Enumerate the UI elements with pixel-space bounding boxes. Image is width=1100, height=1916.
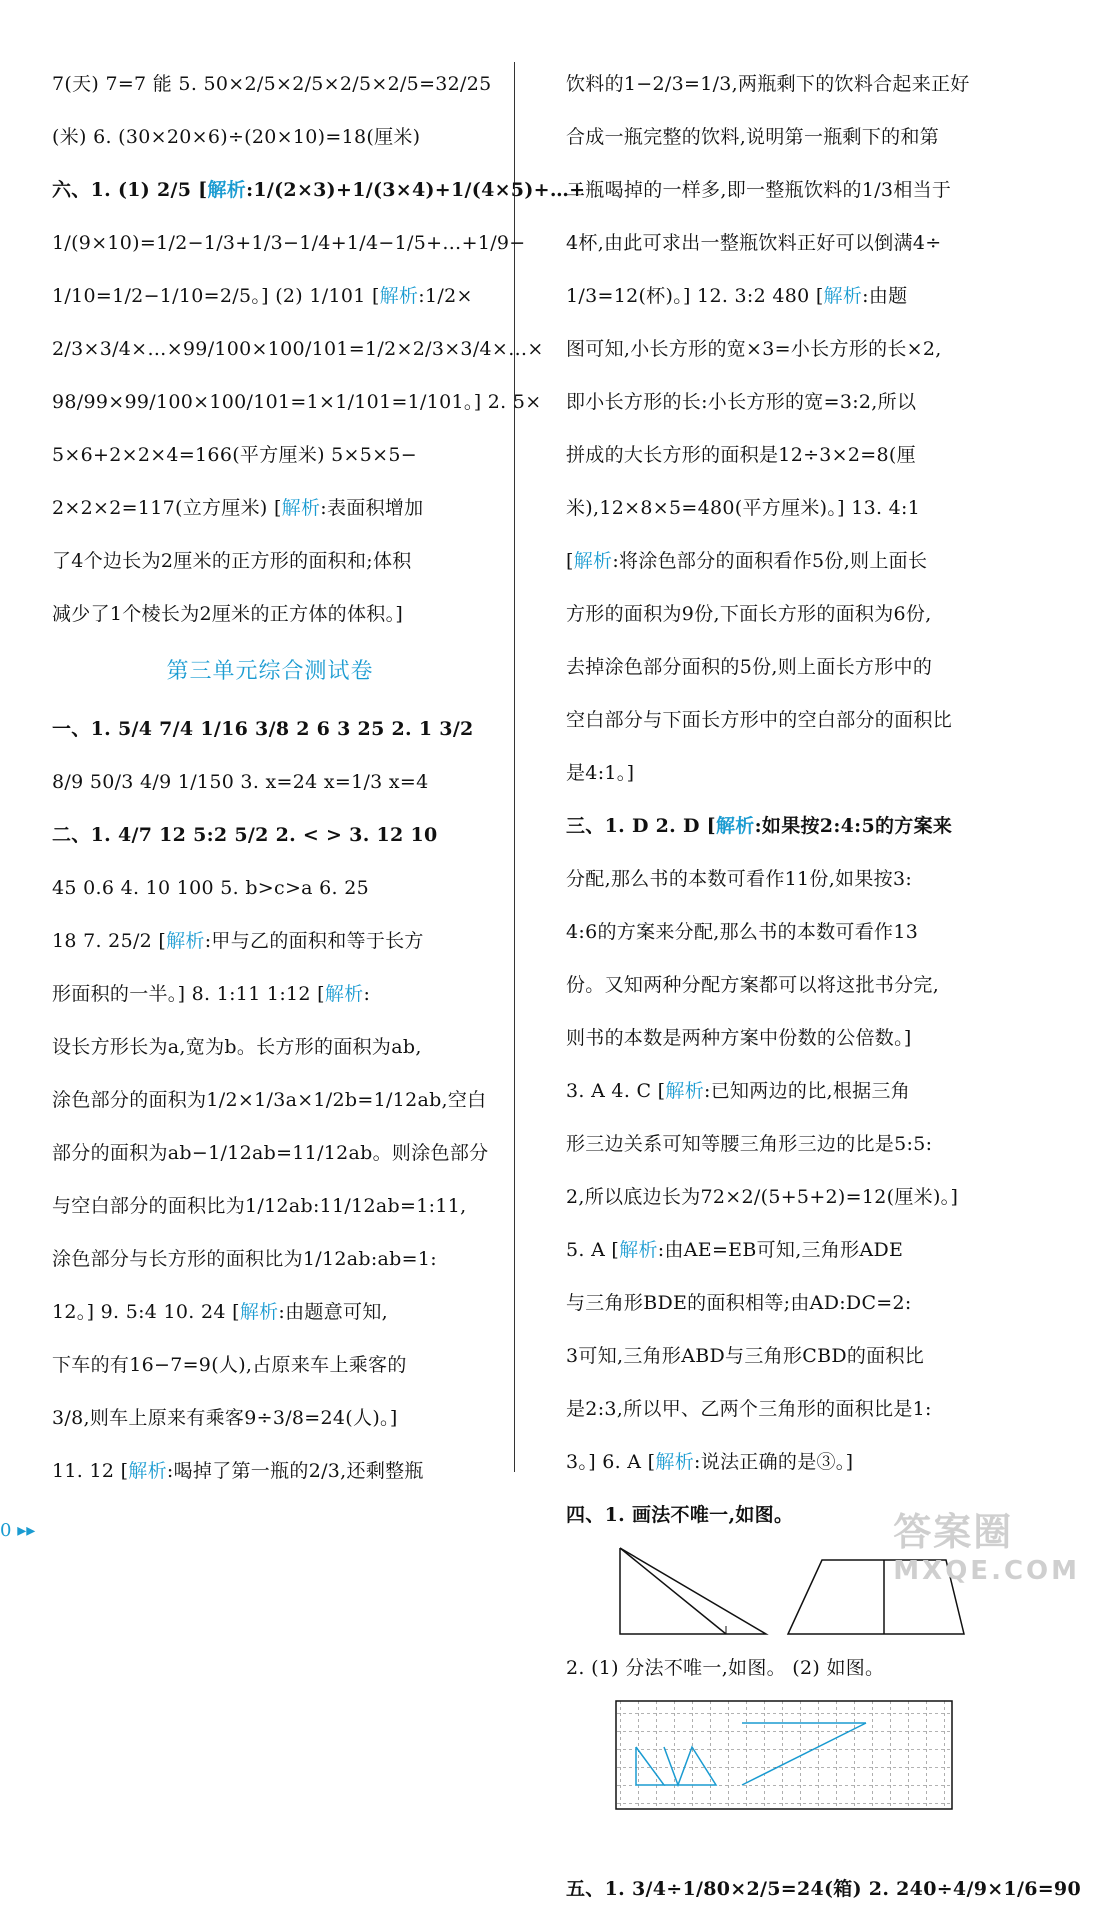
- page-footer: [0, 1520, 35, 1541]
- text-line: 5. A [解析:由AE=EB可知,三角形ADE: [566, 1239, 904, 1261]
- text-line: 11. 12 [解析:喝掉了第一瓶的2/3,还剩整瓶: [52, 1460, 424, 1482]
- section-one-line: 一、1. 5/4 7/4 1/16 3/8 2 6 3 25 2. 1 3/2: [52, 718, 474, 740]
- text-line: 二瓶喝掉的一样多,即一整瓶饮料的1/3相当于: [566, 179, 952, 201]
- grid-figure: [566, 1695, 998, 1863]
- footer-arrows-icon: ▸▸: [17, 1520, 36, 1541]
- text-line: 12。] 9. 5:4 10. 24 [解析:由题意可知,: [52, 1301, 388, 1323]
- text-line: 与空白部分的面积比为1/12ab:11/12ab=1:11,: [52, 1195, 467, 1217]
- watermark: [893, 1501, 1080, 1586]
- text-line: 则书的本数是两种方案中份数的公倍数。]: [566, 1027, 912, 1049]
- text-line: 18 7. 25/2 [解析:甲与乙的面积和等于长方: [52, 930, 424, 952]
- text-line: 45 0.6 4. 10 100 5. b>c>a 6. 25: [52, 877, 369, 899]
- text-line: 是4:1。]: [566, 762, 635, 784]
- text-line: 3/8,则车上原来有乘客9÷3/8=24(人)。]: [52, 1407, 398, 1429]
- text-line: 份。又知两种分配方案都可以将这批书分完,: [566, 974, 940, 996]
- text-line: 1/3=12(杯)。] 12. 3:2 480 [解析:由题: [566, 285, 908, 307]
- text-line: 空白部分与下面长方形中的空白部分的面积比: [566, 709, 953, 731]
- text-line: 1/(9×10)=1/2−1/3+1/3−1/4+1/4−1/5+…+1/9−: [52, 232, 526, 254]
- text-line: 拼成的大长方形的面积是12÷3×2=8(厘: [566, 444, 916, 466]
- section-four-line: 四、1. 画法不唯一,如图。: [566, 1504, 794, 1526]
- column-divider: [514, 62, 515, 1472]
- text-line: 涂色部分与长方形的面积比为1/12ab:ab=1:: [52, 1248, 437, 1270]
- text-line: [解析:将涂色部分的面积看作5份,则上面长: [566, 550, 928, 572]
- text-line: 合成一瓶完整的饮料,说明第一瓶剩下的和第: [566, 126, 940, 148]
- section-three-line: 三、1. D 2. D [解析:如果按2:4:5的方案来: [566, 815, 953, 837]
- text-line: 下车的有16−7=9(人),占原来车上乘客的: [52, 1354, 407, 1376]
- unit-test-title: 第三单元综合测试卷: [166, 659, 374, 684]
- text-line: 7(天) 7=7 能 5. 50×2/5×2/5×2/5×2/5=32/25: [52, 73, 492, 95]
- text-line: 形三边关系可知等腰三角形三边的比是5:5:: [566, 1133, 933, 1155]
- text-line: 2/3×3/4×…×99/100×100/101=1/2×2/3×3/4×…×: [52, 338, 544, 360]
- text-line: 3. A 4. C [解析:已知两边的比,根据三角: [566, 1080, 911, 1102]
- grid-drawing: [566, 1695, 998, 1815]
- watermark-url: MXQE.COM: [893, 1556, 1080, 1586]
- text-line: 饮料的1−2/3=1/3,两瓶剩下的饮料合起来正好: [566, 73, 970, 95]
- text-line: 图可知,小长方形的宽×3=小长方形的长×2,: [566, 338, 942, 360]
- text-line: 米),12×8×5=480(平方厘米)。] 13. 4:1: [566, 497, 921, 519]
- text-line: 3。] 6. A [解析:说法正确的是③。]: [566, 1451, 854, 1473]
- text-line: 4杯,由此可求出一整瓶饮料正好可以倒满4÷: [566, 232, 942, 254]
- text-line: 去掉涂色部分面积的5份,则上面长方形中的: [566, 656, 933, 678]
- section-five-line: 五、1. 3/4÷1/80×2/5=24(箱) 2. 240÷4/9×1/6=90: [566, 1878, 1081, 1900]
- text-line: 了4个边长为2厘米的正方形的面积和;体积: [52, 550, 412, 572]
- text-line: 设长方形长为a,宽为b。长方形的面积为ab,: [52, 1036, 422, 1058]
- section-six-line: 六、1. (1) 2/5 [解析:1/(2×3)+1/(3×4)+1/(4×5)+…+: [52, 179, 586, 201]
- text-line: 是2:3,所以甲、乙两个三角形的面积比是1:: [566, 1398, 932, 1420]
- text-line: 1/10=1/2−1/10=2/5。] (2) 1/101 [解析:1/2×: [52, 285, 473, 307]
- text-line: 即小长方形的长:小长方形的宽=3:2,所以: [566, 391, 917, 413]
- text-line: 方形的面积为9份,下面长方形的面积为6份,: [566, 603, 932, 625]
- text-line: 部分的面积为ab−1/12ab=11/12ab。则涂色部分: [52, 1142, 489, 1164]
- text-line: 2. (1) 分法不唯一,如图。 (2) 如图。: [566, 1657, 885, 1679]
- right-column: [566, 58, 1081, 1916]
- text-line: 形面积的一半。] 8. 1:11 1:12 [解析:: [52, 983, 371, 1005]
- text-line: 涂色部分的面积为1/2×1/3a×1/2b=1/12ab,空白: [52, 1089, 487, 1111]
- text-line: 减少了1个棱长为2厘米的正方体的体积。]: [52, 603, 404, 625]
- text-line: 8/9 50/3 4/9 1/150 3. x=24 x=1/3 x=4: [52, 771, 429, 793]
- text-line: (米) 6. (30×20×6)÷(20×10)=18(厘米): [52, 126, 421, 148]
- page-number-fragment: 0: [0, 1520, 12, 1541]
- left-column: [52, 58, 586, 1498]
- text-line: 4:6的方案来分配,那么书的本数可看作13: [566, 921, 919, 943]
- text-line: 98/99×99/100×100/101=1×1/101=1/101。] 2. 5×: [52, 391, 542, 413]
- text-line: 2×2×2=117(立方厘米) [解析:表面积增加: [52, 497, 424, 519]
- text-line: 与三角形BDE的面积相等;由AD:DC=2:: [566, 1292, 912, 1314]
- text-line: 3可知,三角形ABD与三角形CBD的面积比: [566, 1345, 925, 1367]
- watermark-logo-text: 答案圈: [893, 1510, 1014, 1554]
- section-two-line: 二、1. 4/7 12 5:2 5/2 2. < > 3. 12 10: [52, 824, 438, 846]
- text-line: 分配,那么书的本数可看作11份,如果按3:: [566, 868, 913, 890]
- text-line: 2,所以底边长为72×2/(5+5+2)=12(厘米)。]: [566, 1186, 959, 1208]
- text-line: 5×6+2×2×4=166(平方厘米) 5×5×5−: [52, 444, 417, 466]
